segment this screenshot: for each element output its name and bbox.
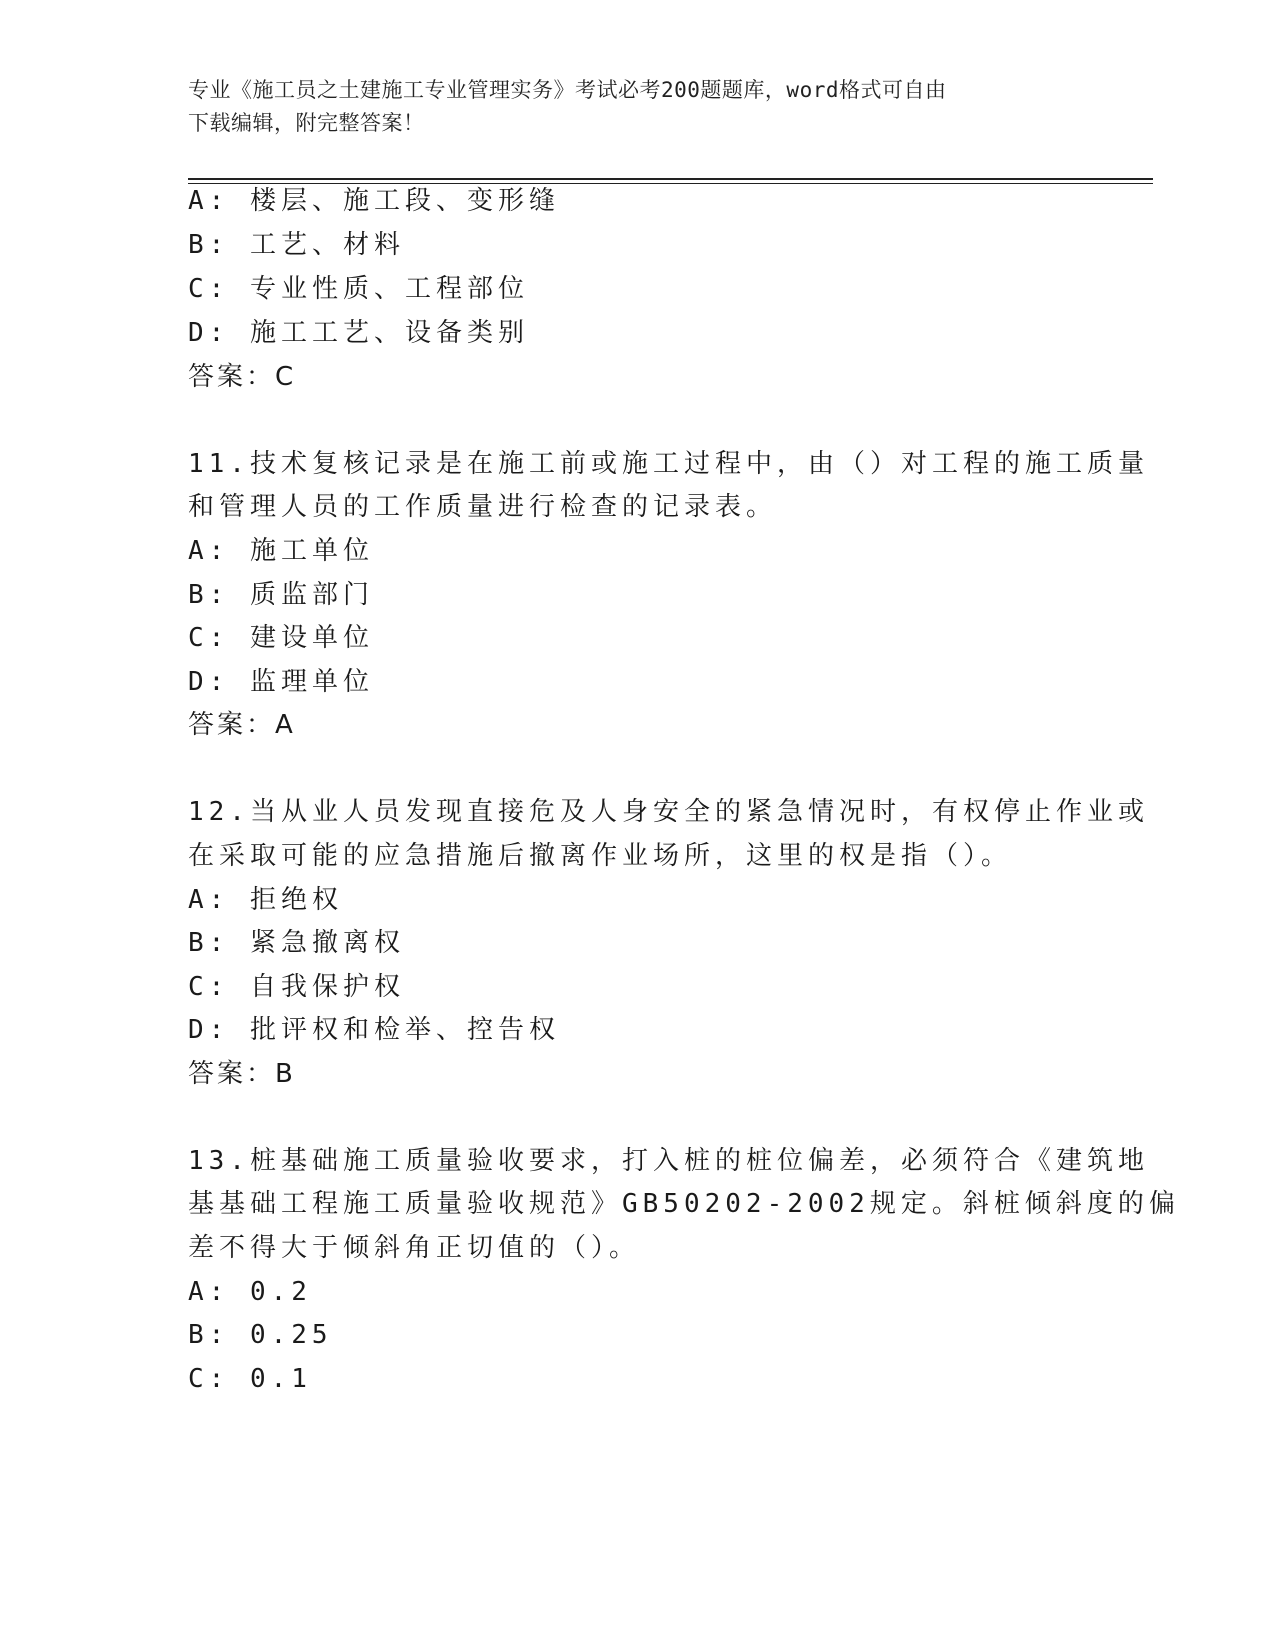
q11-option-b: B: 质监部门	[188, 580, 374, 610]
header-rule-thin	[188, 183, 1153, 184]
q13-stem-line-1: 13.桩基础施工质量验收要求，打入桩的桩位偏差，必须符合《建筑地	[188, 1146, 1149, 1176]
q12-stem-line-2: 在采取可能的应急措施后撤离作业场所，这里的权是指（）。	[188, 841, 1013, 871]
q11-option-c: C: 建设单位	[188, 623, 374, 653]
header-rule-thick	[188, 178, 1153, 180]
q10-answer: 答案：C	[188, 362, 297, 392]
document-header	[188, 74, 1088, 140]
q11-answer: 答案：A	[188, 710, 296, 740]
q11-stem-line-1: 11.技术复核记录是在施工前或施工过程中，由（）对工程的施工质量	[188, 449, 1149, 479]
q11-option-a: A: 施工单位	[188, 536, 374, 566]
q12-option-d: D: 批评权和检举、控告权	[188, 1015, 560, 1045]
q12-option-b: B: 紧急撤离权	[188, 928, 405, 958]
q12-stem-line-1: 12.当从业人员发现直接危及人身安全的紧急情况时，有权停止作业或	[188, 797, 1149, 827]
q13-option-b: B: 0.25	[188, 1320, 333, 1350]
q10-option-c: C: 专业性质、工程部位	[188, 274, 529, 304]
q12-option-a: A: 拒绝权	[188, 885, 343, 915]
header-line-2: 下载编辑，附完整答案！	[188, 111, 425, 135]
q10-option-d: D: 施工工艺、设备类别	[188, 318, 529, 348]
q13-stem-line-2: 基基础工程施工质量验收规范》GB50202-2002规定。斜桩倾斜度的偏	[188, 1189, 1180, 1219]
q12-option-c: C: 自我保护权	[188, 972, 405, 1002]
q12-answer: 答案：B	[188, 1059, 296, 1089]
q10-option-b: B: 工艺、材料	[188, 230, 405, 260]
q13-stem-line-3: 差不得大于倾斜角正切值的（）。	[188, 1233, 641, 1263]
q10-option-a: A: 楼层、施工段、变形缝	[188, 186, 560, 216]
header-line-1: 专业《施工员之土建施工专业管理实务》考试必考200题题库，word格式可自由	[188, 78, 947, 102]
q11-option-d: D: 监理单位	[188, 667, 374, 697]
q13-option-a: A: 0.2	[188, 1277, 312, 1307]
q13-option-c: C: 0.1	[188, 1364, 312, 1394]
q11-stem-line-2: 和管理人员的工作质量进行检查的记录表。	[188, 492, 778, 522]
